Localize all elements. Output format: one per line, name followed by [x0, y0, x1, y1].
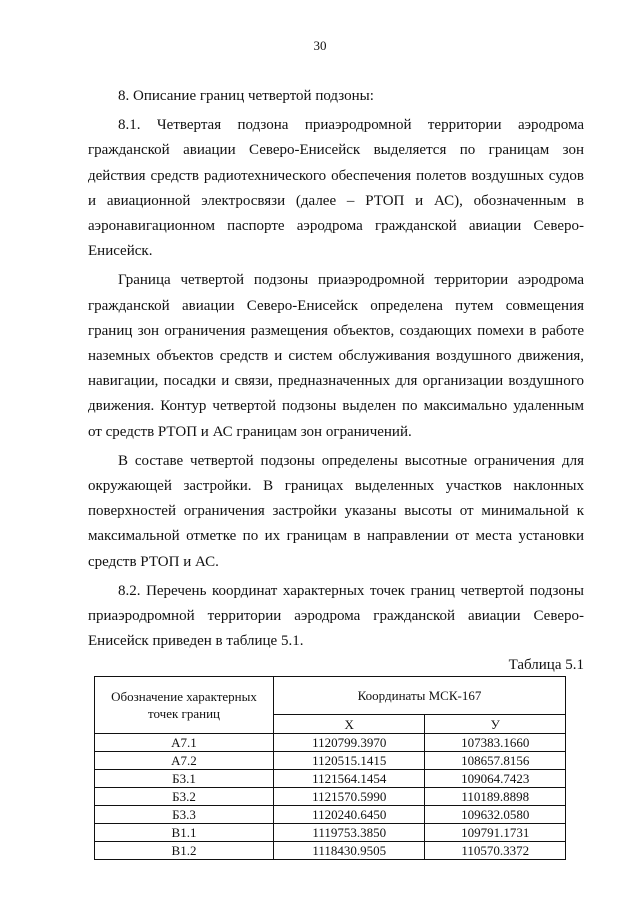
y-column-header: У	[425, 715, 566, 734]
paragraph-8-2: 8.2. Перечень координат характерных точек границ четвертой подзоны приаэродромной территории аэродрома гражданской авиации Северо-Енисейск приведен в таблице 5.1.	[88, 582, 584, 650]
document-body	[88, 84, 584, 860]
y-cell: 110570.3372	[425, 842, 566, 860]
point-column-header: Обозначение характерных точек границ	[95, 677, 274, 734]
paragraph-height-limits: В составе четвертой подзоны определены высотные ограничения для окружающей застройки. В границах выделенных участков наклонных поверхностей ограничения застройки указаны высоты от минимальной к максимальной отметке по их границам в направлении от места установки средств РТОП и АС.	[88, 452, 584, 570]
table-row	[95, 824, 566, 842]
y-cell: 108657.8156	[425, 752, 566, 770]
point-cell: А7.1	[95, 734, 274, 752]
x-cell: 1118430.9505	[274, 842, 425, 860]
point-cell: А7.2	[95, 752, 274, 770]
point-cell: Б3.1	[95, 770, 274, 788]
paragraph-boundary: Граница четвертой подзоны приаэродромной территории аэродрома гражданской авиации Северо-Енисейск определена путем совмещения границ зон ограничения размещения объектов, создающих помехи в работе наземных объектов средств и систем обслуживания воздушного движения, навигации, посадки и связи, предназначенных для организации воздушного движения. Контур четвертой подзоны выделен по максимально удаленным от средств РТОП и АС границам зон ограничений.	[88, 272, 584, 440]
point-cell: Б3.2	[95, 788, 274, 806]
x-cell: 1120799.3970	[274, 734, 425, 752]
x-column-header: Х	[274, 715, 425, 734]
table-row	[95, 806, 566, 824]
point-cell: В1.1	[95, 824, 274, 842]
coordinates-column-header: Координаты МСК-167	[274, 677, 566, 715]
y-cell: 107383.1660	[425, 734, 566, 752]
page-number: 30	[313, 38, 327, 53]
table-row	[95, 842, 566, 860]
x-cell: 1120515.1415	[274, 752, 425, 770]
x-cell: 1119753.3850	[274, 824, 425, 842]
y-cell: 110189.8898	[425, 788, 566, 806]
point-cell: Б3.3	[95, 806, 274, 824]
table-row	[95, 752, 566, 770]
x-cell: 1121564.1454	[274, 770, 425, 788]
point-cell: В1.2	[95, 842, 274, 860]
y-cell: 109632.0580	[425, 806, 566, 824]
table-caption: Таблица 5.1	[508, 657, 584, 674]
table-row	[95, 770, 566, 788]
coordinates-table	[94, 676, 566, 860]
paragraph-8-1: 8.1. Четвертая подзона приаэродромной территории аэродрома гражданской авиации Северо-Енисейск выделяется по границам зон действия средств радиотехнического обеспечения полетов воздушных судов и авиационной электросвязи (далее – РТОП и АС), обозначенным в аэронавигационном паспорте аэродрома гражданской авиации Северо-Енисейск.	[88, 117, 584, 260]
y-cell: 109064.7423	[425, 770, 566, 788]
x-cell: 1120240.6450	[274, 806, 425, 824]
table-row	[95, 734, 566, 752]
y-cell: 109791.1731	[425, 824, 566, 842]
x-cell: 1121570.5990	[274, 788, 425, 806]
table-row	[95, 788, 566, 806]
section-heading: 8. Описание границ четвертой подзоны:	[118, 88, 374, 104]
